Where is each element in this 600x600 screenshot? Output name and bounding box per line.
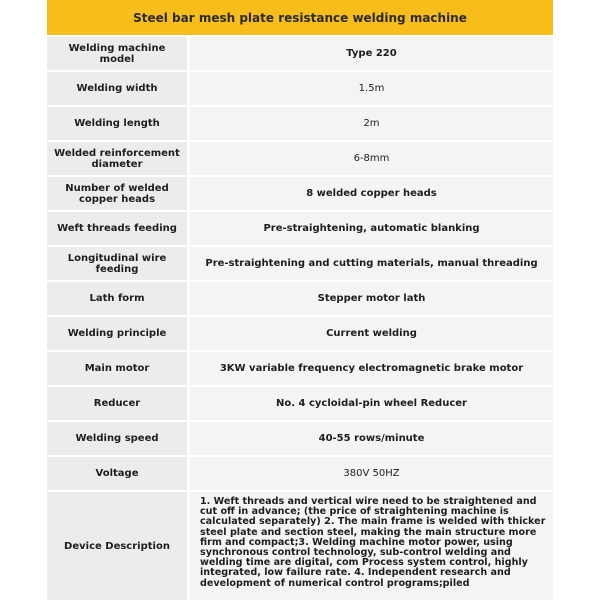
spec-value: 8 welded copper heads: [190, 177, 553, 210]
spec-label: Welded reinforcement diameter: [47, 142, 187, 175]
spec-row-device-description: [47, 492, 553, 600]
spec-value: Stepper motor lath: [190, 282, 553, 315]
spec-label: Weft threads feeding: [47, 212, 187, 245]
spec-row-weft-feeding: [47, 212, 553, 245]
spec-value: Pre-straightening and cutting materials, manual threading: [190, 247, 553, 280]
spec-value: 1. Weft threads and vertical wire need to be straightened and cut off in advance; (the price of straightening machine is calculated separately) 2. The main frame is welded with thicker steel plate and section steel, making the main structure more firm and compact;3. Welding machine motor power, using synchronous control technology, sub-control welding and welding time are digital, com Process system control, highly integrated, low failure rate. 4. Independent research and development of numerical control programs;piled: [190, 492, 553, 600]
spec-row-main-motor: [47, 352, 553, 385]
spec-row-length: [47, 107, 553, 140]
spec-label: Welding principle: [47, 317, 187, 350]
spec-row-welding-principle: [47, 317, 553, 350]
spec-value: 3KW variable frequency electromagnetic brake motor: [190, 352, 553, 385]
spec-label: Lath form: [47, 282, 187, 315]
spec-row-model: [47, 37, 553, 70]
spec-row-reducer: [47, 387, 553, 420]
spec-label: Welding speed: [47, 422, 187, 455]
spec-row-width: [47, 72, 553, 105]
spec-value: 6-8mm: [190, 142, 553, 175]
spec-value: 2m: [190, 107, 553, 140]
spec-row-diameter: [47, 142, 553, 175]
spec-label: Number of welded copper heads: [47, 177, 187, 210]
spec-row-voltage: [47, 457, 553, 490]
spec-value: No. 4 cycloidal-pin wheel Reducer: [190, 387, 553, 420]
spec-label: Welding width: [47, 72, 187, 105]
spec-label: Reducer: [47, 387, 187, 420]
spec-label: Welding machine model: [47, 37, 187, 70]
sheet-title: Steel bar mesh plate resistance welding machine: [47, 0, 553, 35]
spec-value: Pre-straightening, automatic blanking: [190, 212, 553, 245]
spec-label: Welding length: [47, 107, 187, 140]
spec-value: 40-55 rows/minute: [190, 422, 553, 455]
spec-sheet: [47, 0, 553, 600]
spec-value: Current welding: [190, 317, 553, 350]
spec-value: 1.5m: [190, 72, 553, 105]
spec-row-lath-form: [47, 282, 553, 315]
spec-label: Device Description: [47, 492, 187, 600]
spec-label: Voltage: [47, 457, 187, 490]
spec-row-welding-speed: [47, 422, 553, 455]
spec-label: Longitudinal wire feeding: [47, 247, 187, 280]
spec-value: Type 220: [190, 37, 553, 70]
spec-row-copper-heads: [47, 177, 553, 210]
spec-value: 380V 50HZ: [190, 457, 553, 490]
spec-label: Main motor: [47, 352, 187, 385]
spec-row-longitudinal-feeding: [47, 247, 553, 280]
